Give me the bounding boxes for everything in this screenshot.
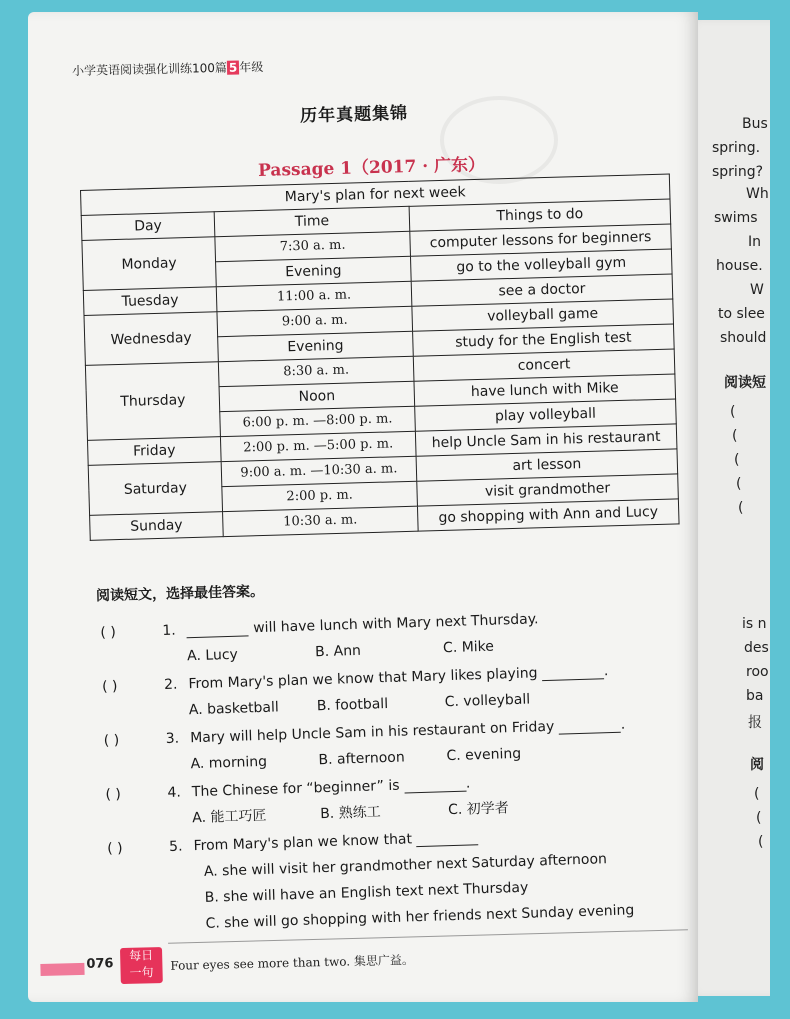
option-c: C. 初学者 <box>447 800 510 819</box>
right-text-19: roo <box>746 664 769 680</box>
answer-bracket[interactable]: ( ) <box>106 840 123 857</box>
right-text-10: should <box>720 330 767 346</box>
question-number: 2. <box>163 676 178 694</box>
day-cell: Tuesday <box>83 287 217 316</box>
right-text-13: ( <box>732 428 738 444</box>
footer-strip <box>40 963 84 976</box>
activity-cell: go shopping with Ann and Lucy <box>417 499 679 531</box>
table-caption: Mary's plan for next week <box>81 174 670 215</box>
answer-bracket[interactable]: ( ) <box>105 786 122 803</box>
question-number: 1. <box>162 622 176 640</box>
day-cell: Sunday <box>90 512 224 541</box>
answer-bracket[interactable]: ( ) <box>103 732 120 749</box>
right-text-7: house. <box>716 258 763 274</box>
question-pre: From Mary's plan we know that Mary likes playing <box>188 665 543 693</box>
right-text-25: ( <box>758 834 764 850</box>
question-post: . <box>603 663 609 680</box>
activity-cell: help Uncle Sam in his restaurant <box>415 424 677 456</box>
option-a: A. 能工巧匠 <box>192 807 267 827</box>
header-day: Day <box>81 212 215 241</box>
option-b: B. she will have an English text next Thursday <box>204 879 529 906</box>
option-b: B. afternoon <box>318 749 405 769</box>
activity-cell: study for the English test <box>413 324 675 356</box>
day-cell: Friday <box>87 437 221 466</box>
plan-table-wrapper <box>80 174 680 541</box>
option-a: A. Lucy <box>186 646 239 665</box>
answer-blank[interactable] <box>542 664 604 681</box>
question-pre: The Chinese for “beginner” is <box>191 777 405 801</box>
right-text-23: ( <box>754 786 760 802</box>
activity-cell: see a doctor <box>411 274 673 306</box>
option-a: A. basketball <box>188 699 280 719</box>
plan-table <box>80 174 680 541</box>
activity-cell: art lesson <box>416 449 678 481</box>
option-a: A. she will visit her grandmother next Saturday afternoon <box>203 851 608 880</box>
page-number: 076 <box>86 956 114 972</box>
answer-blank[interactable] <box>404 776 466 793</box>
option-a: A. morning <box>190 753 268 773</box>
right-text-15: ( <box>736 476 742 492</box>
right-text-4: Wh <box>746 186 769 202</box>
book-series: 小学英语阅读强化训练100篇 <box>71 60 228 79</box>
header-time: Time <box>214 206 410 236</box>
option-c: C. she will go shopping with her friends next Sunday evening <box>205 902 635 932</box>
time-cell: 7:30 a. m. <box>215 231 411 261</box>
grade-badge: 5 <box>228 60 238 75</box>
option-b: B. football <box>316 695 389 715</box>
right-text-5: swims <box>714 210 758 226</box>
option-b: B. Ann <box>314 642 362 661</box>
time-cell: 8:30 a. m. <box>218 356 414 386</box>
day-cell: Monday <box>82 237 216 291</box>
right-text-17: is n <box>742 616 767 632</box>
header-things: Things to do <box>409 199 671 231</box>
time-cell: 6:00 p. m. —8:00 p. m. <box>220 406 416 436</box>
question-number: 5. <box>168 838 183 855</box>
activity-cell: concert <box>413 349 675 381</box>
right-text-14: ( <box>734 452 740 468</box>
answer-blank[interactable] <box>558 717 620 734</box>
activity-cell: visit grandmother <box>417 474 679 506</box>
answer-blank[interactable] <box>416 830 478 847</box>
time-cell: 10:30 a. m. <box>223 506 419 536</box>
option-c: C. volleyball <box>444 691 531 711</box>
right-text-3: spring? <box>712 164 764 180</box>
right-text-1: Bus <box>742 116 768 132</box>
question-list <box>100 602 670 941</box>
daily-quote-badge <box>120 947 163 984</box>
instruction-text: 阅读短文，选择最佳答案。 <box>95 583 265 605</box>
time-cell: 9:00 a. m. —10:30 a. m. <box>221 456 417 486</box>
badge-bottom: 一句 <box>129 965 154 980</box>
activity-cell: play volleyball <box>415 399 677 431</box>
passage-title: Passage 1（2017 · 广东） <box>257 155 486 181</box>
time-cell: 11:00 a. m. <box>216 281 412 311</box>
grade-suffix: 年级 <box>239 59 264 75</box>
right-text-9: to slee <box>718 306 765 322</box>
right-text-20: ba <box>746 688 764 704</box>
time-cell: 2:00 p. m. <box>222 481 418 511</box>
right-text-12: ( <box>730 404 736 420</box>
right-text-24: ( <box>756 810 762 826</box>
right-text-22: 阅 <box>750 757 764 773</box>
question-pre: From Mary's plan we know that <box>193 831 417 855</box>
right-text-2: spring. <box>712 140 761 156</box>
day-cell: Thursday <box>85 362 220 441</box>
right-text-11: 阅读短 <box>724 375 766 391</box>
activity-cell: have lunch with Mike <box>414 374 676 406</box>
section-title: 历年真题集锦 <box>299 103 409 127</box>
right-text-16: ( <box>738 500 744 516</box>
activity-cell: volleyball game <box>412 299 674 331</box>
activity-cell: computer lessons for beginners <box>410 224 672 256</box>
right-text-21: 报 <box>748 715 762 731</box>
daily-motto: Four eyes see more than two. 集思广益。 <box>170 952 415 973</box>
right-text-18: des <box>744 640 769 656</box>
time-cell: Evening <box>216 256 412 286</box>
answer-blank[interactable] <box>187 621 249 638</box>
option-c: C. evening <box>446 745 522 765</box>
activity-cell: go to the volleyball gym <box>410 249 672 281</box>
right-text-6: In <box>748 234 762 250</box>
option-c: C. Mike <box>442 638 495 657</box>
question-5 <box>107 818 670 940</box>
question-number: 4. <box>167 784 182 801</box>
time-cell: 2:00 p. m. —5:00 p. m. <box>220 431 416 461</box>
answer-bracket[interactable]: ( ) <box>100 624 117 641</box>
right-text-8: W <box>750 282 764 298</box>
day-cell: Wednesday <box>84 312 218 366</box>
question-pre: Mary will help Uncle Sam in his restaurant on Friday <box>189 718 559 747</box>
question-number: 3. <box>165 730 180 747</box>
day-cell: Saturday <box>88 462 222 516</box>
badge-top: 每日 <box>128 948 154 963</box>
option-b: B. 熟练工 <box>319 804 381 823</box>
answer-bracket[interactable]: ( ) <box>101 678 118 695</box>
time-cell: Evening <box>218 331 414 361</box>
question-post: . <box>620 716 626 733</box>
time-cell: 9:00 a. m. <box>217 306 413 336</box>
question-post: will have lunch with Mary next Thursday. <box>248 611 539 637</box>
question-post: . <box>465 775 471 792</box>
time-cell: Noon <box>219 381 415 411</box>
